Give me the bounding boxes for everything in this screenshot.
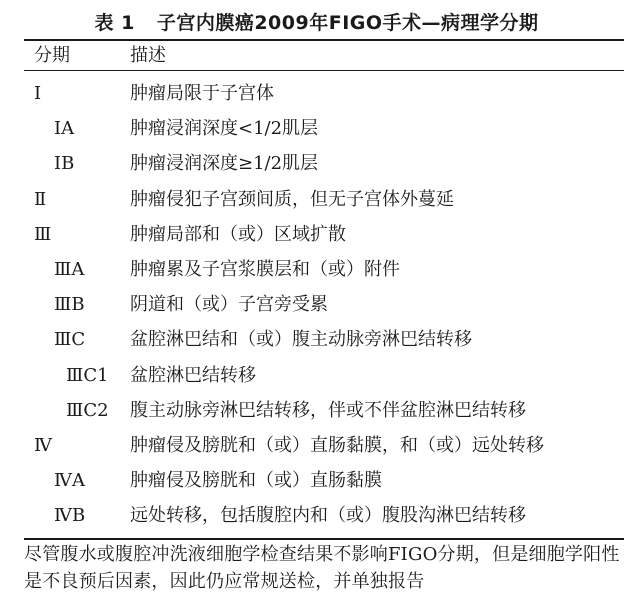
table-body bbox=[0, 78, 633, 535]
description-cell: 肿瘤侵犯子宫颈间质，但无子宫体外蔓延 bbox=[130, 188, 454, 210]
top-rule bbox=[24, 39, 624, 41]
table-row bbox=[0, 360, 633, 395]
description-cell: 盆腔淋巴结和（或）腹主动脉旁淋巴结转移 bbox=[130, 329, 472, 351]
description-cell: 肿瘤累及子宫浆膜层和（或）附件 bbox=[130, 258, 400, 280]
table-row bbox=[0, 289, 633, 324]
description-cell: 肿瘤侵及膀胱和（或）直肠黏膜，和（或）远处转移 bbox=[130, 434, 544, 456]
stage-cell: ⅢC1 bbox=[66, 364, 109, 386]
stage-cell: ⅢC bbox=[54, 329, 86, 351]
bottom-rule bbox=[24, 538, 624, 540]
description-cell: 盆腔淋巴结转移 bbox=[130, 364, 256, 386]
stage-cell: Ⅲ bbox=[34, 223, 52, 245]
table-row bbox=[0, 78, 633, 113]
stage-cell: ⅢC2 bbox=[66, 399, 109, 421]
table-row bbox=[0, 465, 633, 500]
description-cell: 远处转移，包括腹腔内和（或）腹股沟淋巴结转移 bbox=[130, 505, 526, 527]
header-description: 描述 bbox=[130, 45, 166, 66]
description-cell: 肿瘤浸润深度≥1/2肌层 bbox=[130, 153, 319, 175]
description-cell: 肿瘤侵及膀胱和（或）直肠黏膜 bbox=[130, 470, 382, 492]
table-row bbox=[0, 430, 633, 465]
table-row bbox=[0, 395, 633, 430]
stage-cell: ⅠA bbox=[54, 118, 75, 140]
description-cell: 阴道和（或）子宫旁受累 bbox=[130, 294, 328, 316]
stage-cell: ⅣA bbox=[54, 470, 85, 492]
table-title-text: 子宫内膜癌2009年FIGO手术—病理学分期 bbox=[156, 12, 539, 34]
table-row bbox=[0, 113, 633, 148]
stage-cell: ⅢB bbox=[54, 294, 85, 316]
description-cell: 腹主动脉旁淋巴结转移，伴或不伴盆腔淋巴结转移 bbox=[130, 399, 526, 421]
stage-cell: Ⅰ bbox=[34, 83, 42, 104]
table-title bbox=[0, 8, 633, 35]
table-row bbox=[0, 254, 633, 289]
table-footnote: 尽管腹水或腹腔冲洗液细胞学检查结果不影响FIGO分期，但是细胞学阳性是不良预后因素，因此仍应常规送检，并单独报告 bbox=[24, 544, 620, 592]
stage-cell: ⅠB bbox=[54, 153, 75, 175]
description-cell: 肿瘤局限于子宫体 bbox=[130, 83, 274, 104]
table-row bbox=[0, 184, 633, 219]
description-cell: 肿瘤局部和（或）区域扩散 bbox=[130, 223, 346, 245]
table-row bbox=[0, 500, 633, 535]
description-cell: 肿瘤浸润深度<1/2肌层 bbox=[130, 118, 319, 140]
table-row bbox=[0, 324, 633, 359]
table-header bbox=[0, 42, 633, 70]
header-stage: 分期 bbox=[34, 45, 70, 66]
table-row bbox=[0, 148, 633, 183]
table-number: 表 1 bbox=[94, 12, 135, 34]
stage-cell: Ⅳ bbox=[34, 434, 52, 456]
stage-cell: Ⅱ bbox=[34, 188, 47, 210]
stage-cell: ⅣB bbox=[54, 505, 86, 527]
header-rule bbox=[24, 70, 624, 71]
stage-cell: ⅢA bbox=[54, 258, 85, 280]
table-row bbox=[0, 219, 633, 254]
